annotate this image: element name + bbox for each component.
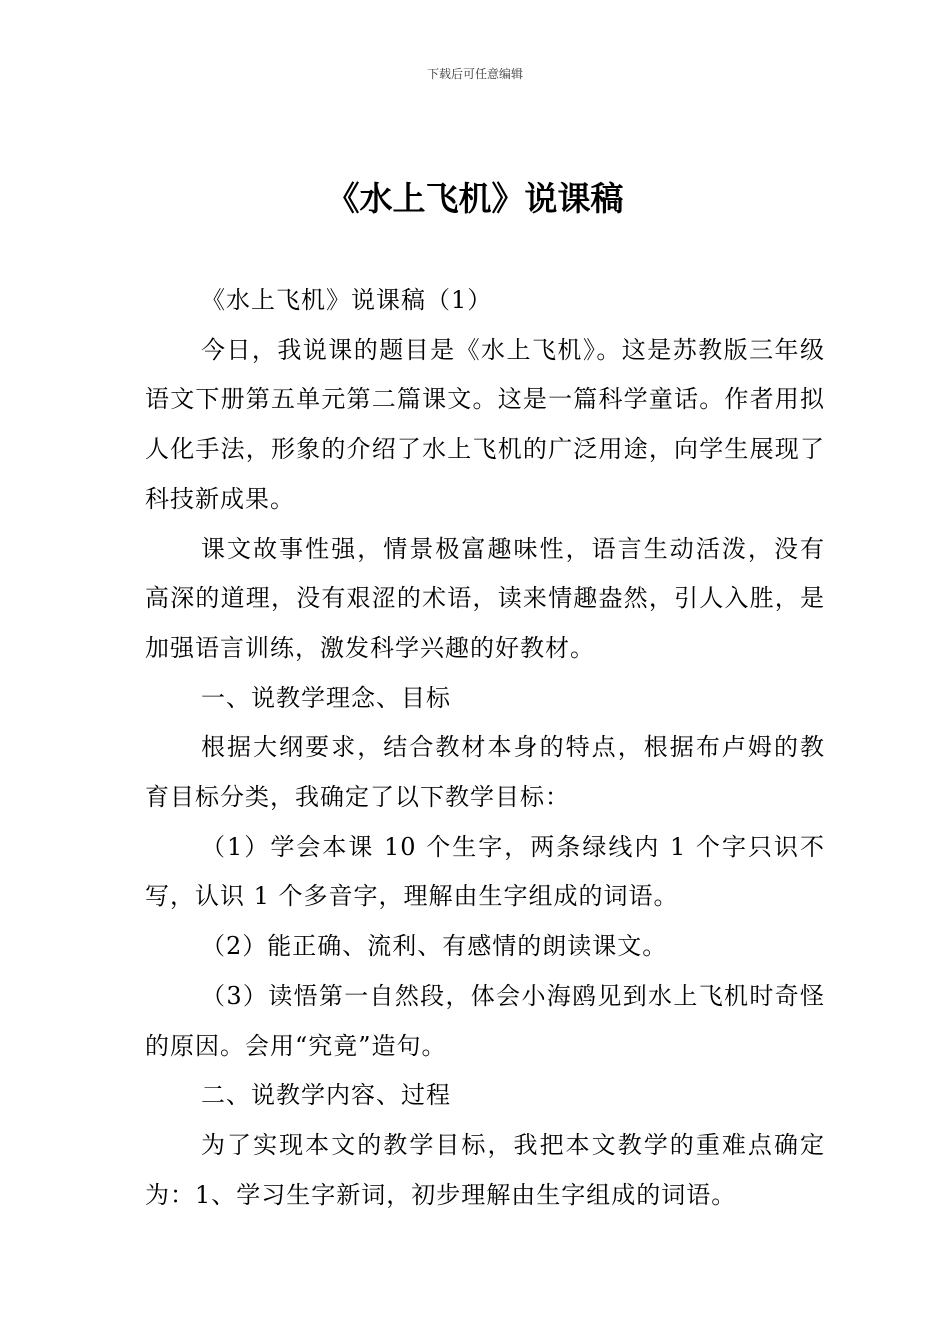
goal-item-2: （2）能正确、流利、有感情的朗读课文。 [201, 932, 668, 961]
paragraph-key-points: 为了实现本文的教学目标，我把本文教学的重难点确定为：1、学习生字新词，初步理解由生字组成的词语。 [145, 1130, 825, 1209]
paragraph-intro: 今日，我说课的题目是《水上飞机》。这是苏教版三年级语文下册第五单元第二篇课文。这是一篇科学童话。作者用拟人化手法，形象的介绍了水上飞机的广泛用途，向学生展现了科技新成果。 [145, 335, 825, 513]
paragraph-text-features: 课文故事性强，情景极富趣味性，语言生动活泼，没有高深的道理，没有艰涩的术语，读来情趣盎然，引人入胜，是加强语言训练，激发科学兴趣的好教材。 [145, 534, 825, 662]
document-body [145, 276, 825, 1220]
paragraph-goals-intro: 根据大纲要求，结合教材本身的特点，根据布卢姆的教育目标分类，我确定了以下教学目标： [145, 733, 825, 812]
header-note: 下载后可任意编辑 [426, 67, 523, 81]
goal-item-1: （1）学会本课 10 个生字，两条绿线内 1 个字只识不写，认识 1 个多音字，理解由生字组成的词语。 [145, 832, 825, 911]
document-title: 《水上飞机》说课稿 [326, 179, 624, 218]
section-heading-2: 二、说教学内容、过程 [201, 1081, 451, 1110]
goal-item-3: （3）读悟第一自然段，体会小海鸥见到水上飞机时奇怪的原因。会用“究竟”造句。 [145, 981, 825, 1060]
section-heading-1: 一、说教学理念、目标 [201, 683, 451, 712]
paragraph-subtitle: 《水上飞机》说课稿（1） [201, 286, 493, 314]
